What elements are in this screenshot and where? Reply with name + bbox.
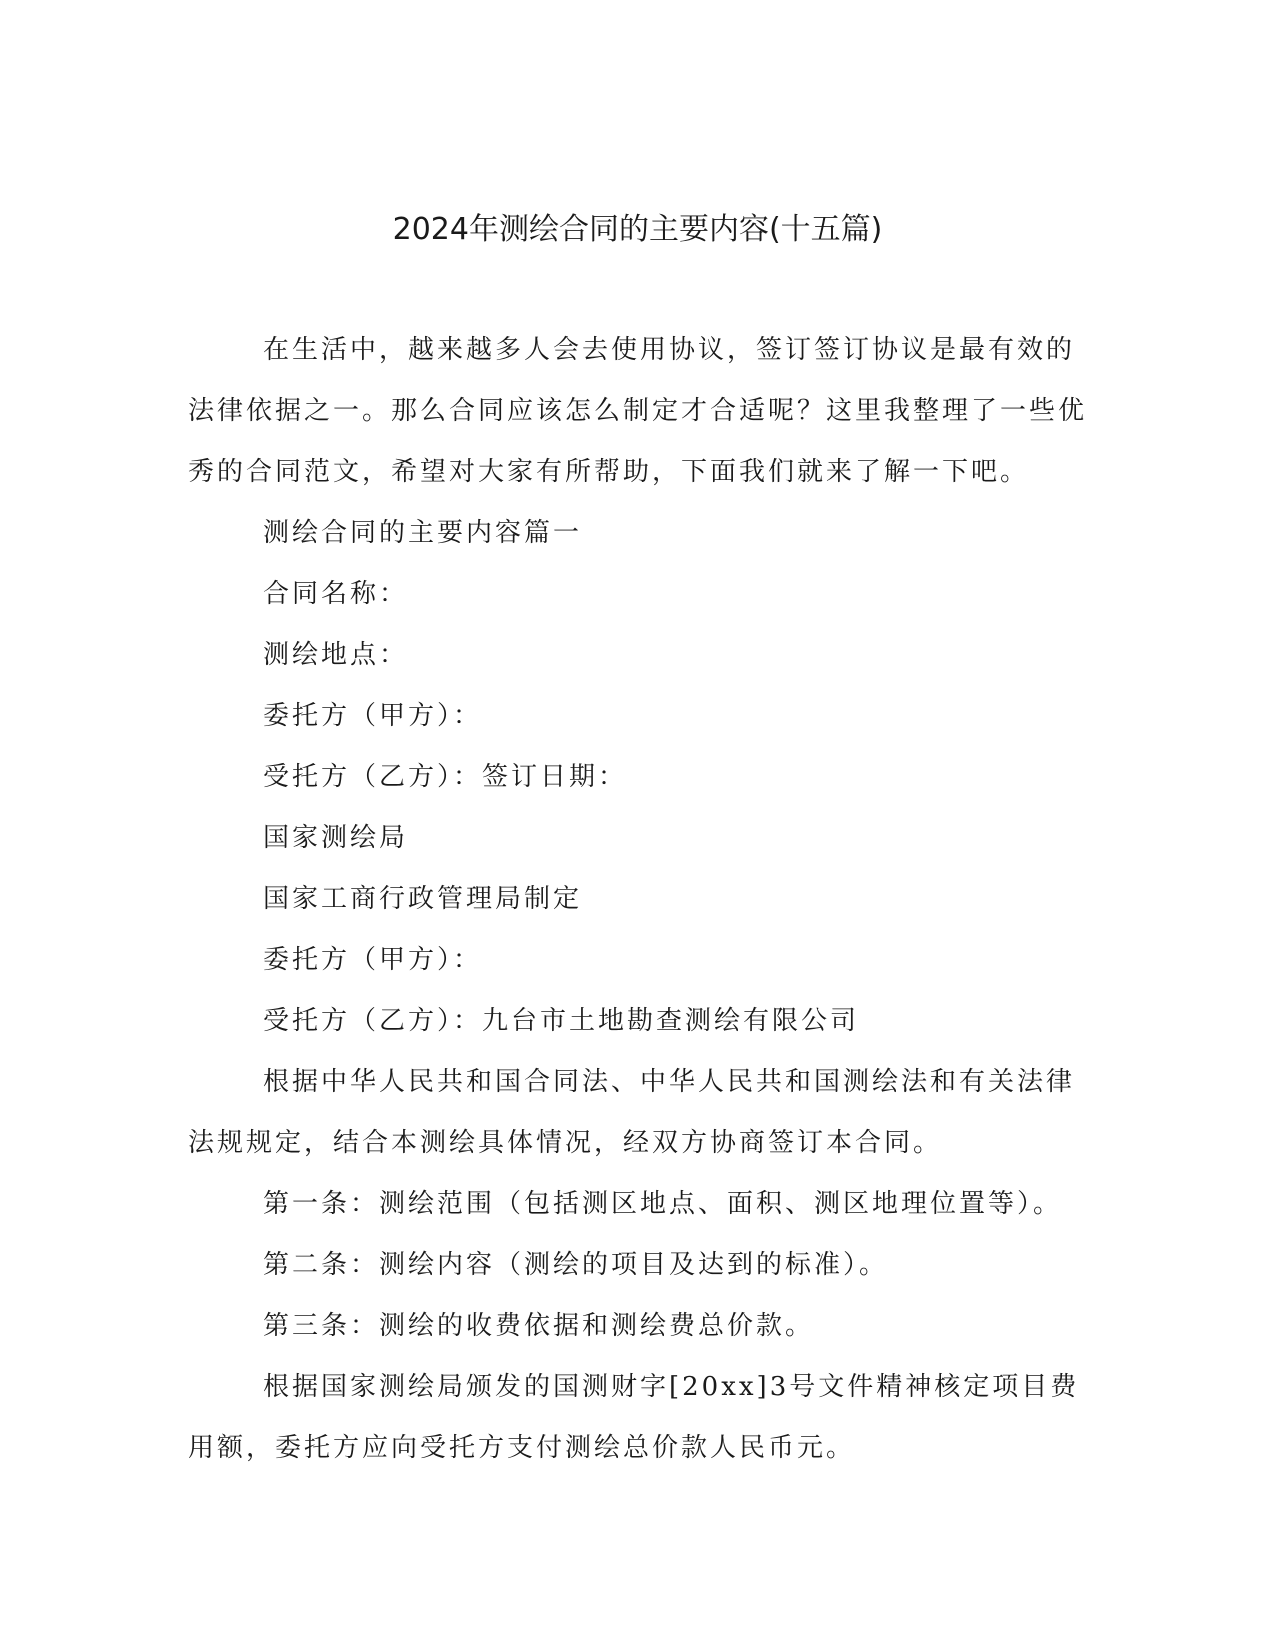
document-body [188, 320, 1088, 1479]
article-three: 第三条：测绘的收费依据和测绘费总价款。 [263, 1311, 815, 1341]
issuer-bureau-line: 国家测绘局 [263, 823, 409, 853]
contractor-party-b-date-line: 受托方（乙方）：签订日期： [263, 762, 628, 792]
issuer-admin-line: 国家工商行政管理局制定 [263, 884, 583, 914]
client-party-a-line: 委托方（甲方）： [263, 701, 483, 731]
legal-basis-paragraph: 根据中华人民共和国合同法、中华人民共和国测绘法和有关法律法规规定，结合本测绘具体情况，经双方协商签订本合同。 [188, 1067, 1076, 1158]
section-heading: 测绘合同的主要内容篇一 [263, 518, 583, 548]
survey-location-line: 测绘地点： [263, 640, 409, 670]
fee-basis-paragraph: 根据国家测绘局颁发的国测财字[20xx]3号文件精神核定项目费用额，委托方应向受托方支付测绘总价款人民币元。 [188, 1372, 1080, 1463]
contractor-party-b-line-2: 受托方（乙方）：九台市土地勘查测绘有限公司 [263, 1006, 860, 1036]
intro-paragraph: 在生活中，越来越多人会去使用协议，签订签订协议是最有效的法律依据之一。那么合同应该怎么制定才合适呢？这里我整理了一些优秀的合同范文，希望对大家有所帮助，下面我们就来了解一下吧。 [188, 335, 1088, 487]
article-two: 第二条：测绘内容（测绘的项目及达到的标准）。 [263, 1250, 889, 1280]
client-party-a-line-2: 委托方（甲方）： [263, 945, 483, 975]
document-title: 2024年测绘合同的主要内容(十五篇) [392, 212, 883, 247]
article-one: 第一条：测绘范围（包括测区地点、面积、测区地理位置等）。 [263, 1189, 1063, 1219]
contract-name-line: 合同名称： [263, 579, 409, 609]
